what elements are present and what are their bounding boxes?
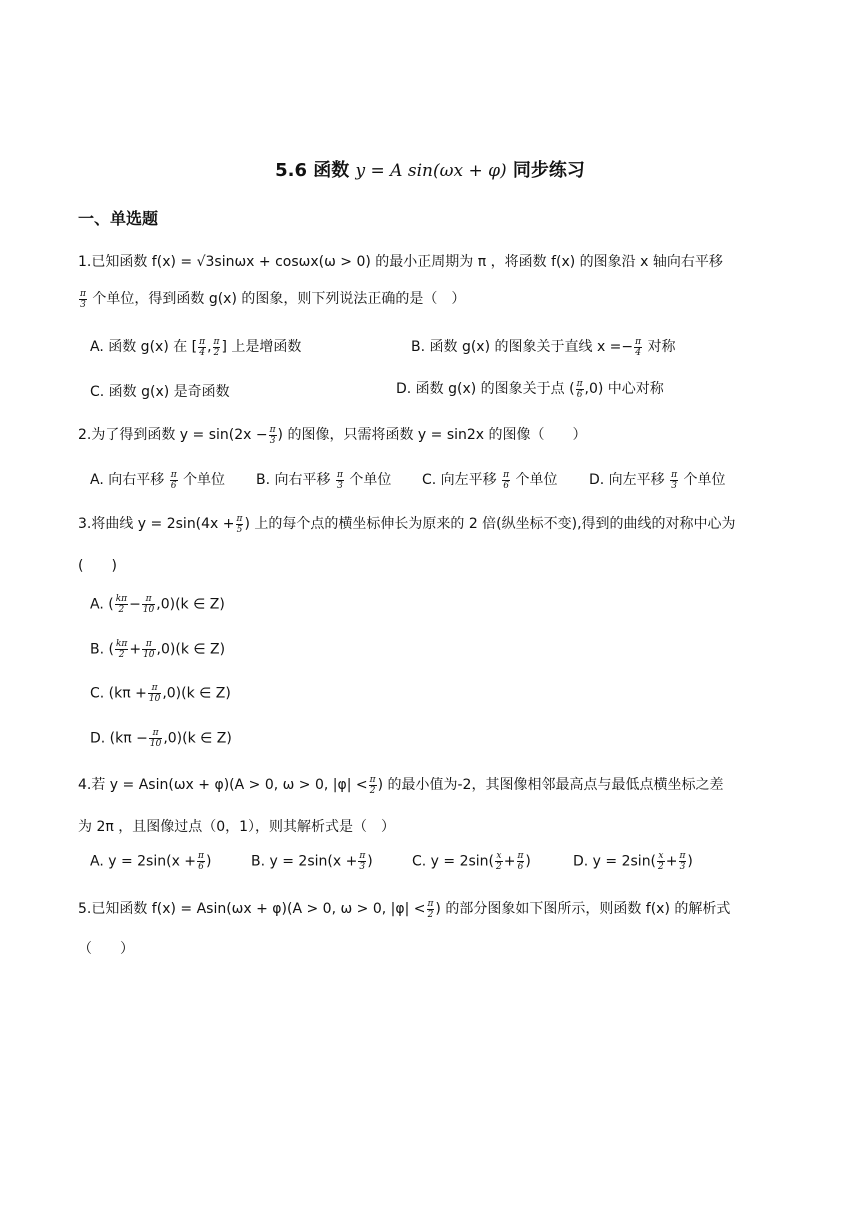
question-2: 2.为了得到函数 y = sin(2x − $\frac{\pi}{3}$ ) 的图像，只需将函数 y = sin2x 的图像（ ） — [78, 424, 587, 446]
question-5-line-1: 5.已知函数 f(x) = Asin(ωx + φ)(A > 0, ω > 0, |φ| < $\frac{\pi}{2}$ ) 的部分图象如下图所示，则函数 f(x) 的解析式 — [78, 898, 731, 920]
question-4-line-2: 为 2π ，且图像过点（0，1），则其解析式是（ ） — [78, 819, 396, 835]
question-3-option-d: D. (kπ − $\frac{\pi}{10}$ ,0)(k ∈ Z) — [90, 728, 232, 749]
question-4-option-c: C. y = 2sin( $\frac{x}{2}$ + $\frac{\pi}{6}$ ) — [412, 851, 531, 872]
question-4-option-d: D. y = 2sin( $\frac{x}{2}$ + $\frac{\pi}{3}$ ) — [573, 851, 693, 872]
question-2-option-d: D. 向左平移 $\frac{\pi}{3}$ 个单位 — [589, 469, 726, 491]
question-3-option-b: B. ( $\frac{k\pi}{2}$ + $\frac{\pi}{10}$ ,0)(k ∈ Z) — [90, 639, 226, 660]
question-4-option-b: B. y = 2sin(x + $\frac{\pi}{3}$ ) — [251, 851, 373, 872]
section-heading: 一、单选题 — [78, 209, 159, 228]
title-formula: y = A sin(ωx + φ) — [355, 161, 507, 181]
title-prefix: 5.6 函数 — [275, 160, 350, 181]
question-1-line-2: $\frac{\pi}{3}$ 个单位，得到函数 g(x) 的图象，则下列说法正确的是（ ） — [80, 288, 466, 310]
question-3-line-1: 3.将曲线 y = 2sin(4x + $\frac{\pi}{5}$ ) 上的每个点的横坐标伸长为原来的 2 倍(纵坐标不变),得到的曲线的对称中心为 — [78, 513, 736, 535]
title-suffix: 同步练习 — [512, 160, 585, 181]
question-4-line-1: 4.若 y = Asin(ωx + φ)(A > 0, ω > 0, |φ| < $\frac{\pi}{2}$ ) 的最小值为-2，其图像相邻最高点与最低点横坐标之差 — [78, 774, 724, 796]
question-3-line-2: ( ) — [78, 558, 117, 574]
question-3-option-a: A. ( $\frac{k\pi}{2}$ − $\frac{\pi}{10}$ ,0)(k ∈ Z) — [90, 594, 225, 615]
question-2-option-c: C. 向左平移 $\frac{\pi}{6}$ 个单位 — [422, 469, 558, 491]
question-1-option-a: A. 函数 g(x) 在 [ $\frac{\pi}{4}$ , $\frac{\pi}{2}$ ] 上是增函数 — [90, 336, 302, 358]
question-1-option-c: C. 函数 g(x) 是奇函数 — [90, 384, 230, 400]
question-3-option-c: C. (kπ + $\frac{\pi}{10}$ ,0)(k ∈ Z) — [90, 683, 231, 704]
question-1-option-b: B. 函数 g(x) 的图象关于直线 x =− $\frac{\pi}{4}$ 对称 — [411, 336, 676, 358]
question-1-option-d: D. 函数 g(x) 的图象关于点 ( $\frac{\pi}{6}$ ,0) 中心对称 — [396, 378, 664, 400]
question-1-line-1: 1.已知函数 f(x) = √3sinωx + cosωx(ω > 0) 的最小正周期为 π ，将函数 f(x) 的图象沿 x 轴向右平移 — [78, 254, 723, 270]
question-2-option-b: B. 向右平移 $\frac{\pi}{3}$ 个单位 — [256, 469, 392, 491]
question-4-option-a: A. y = 2sin(x + $\frac{\pi}{6}$ ) — [90, 851, 212, 872]
page-title — [0, 156, 860, 182]
fraction: $\frac{\pi}{3}$ — [80, 288, 86, 310]
question-2-option-a: A. 向右平移 $\frac{\pi}{6}$ 个单位 — [90, 469, 226, 491]
question-5-line-2: （ ） — [78, 941, 134, 957]
